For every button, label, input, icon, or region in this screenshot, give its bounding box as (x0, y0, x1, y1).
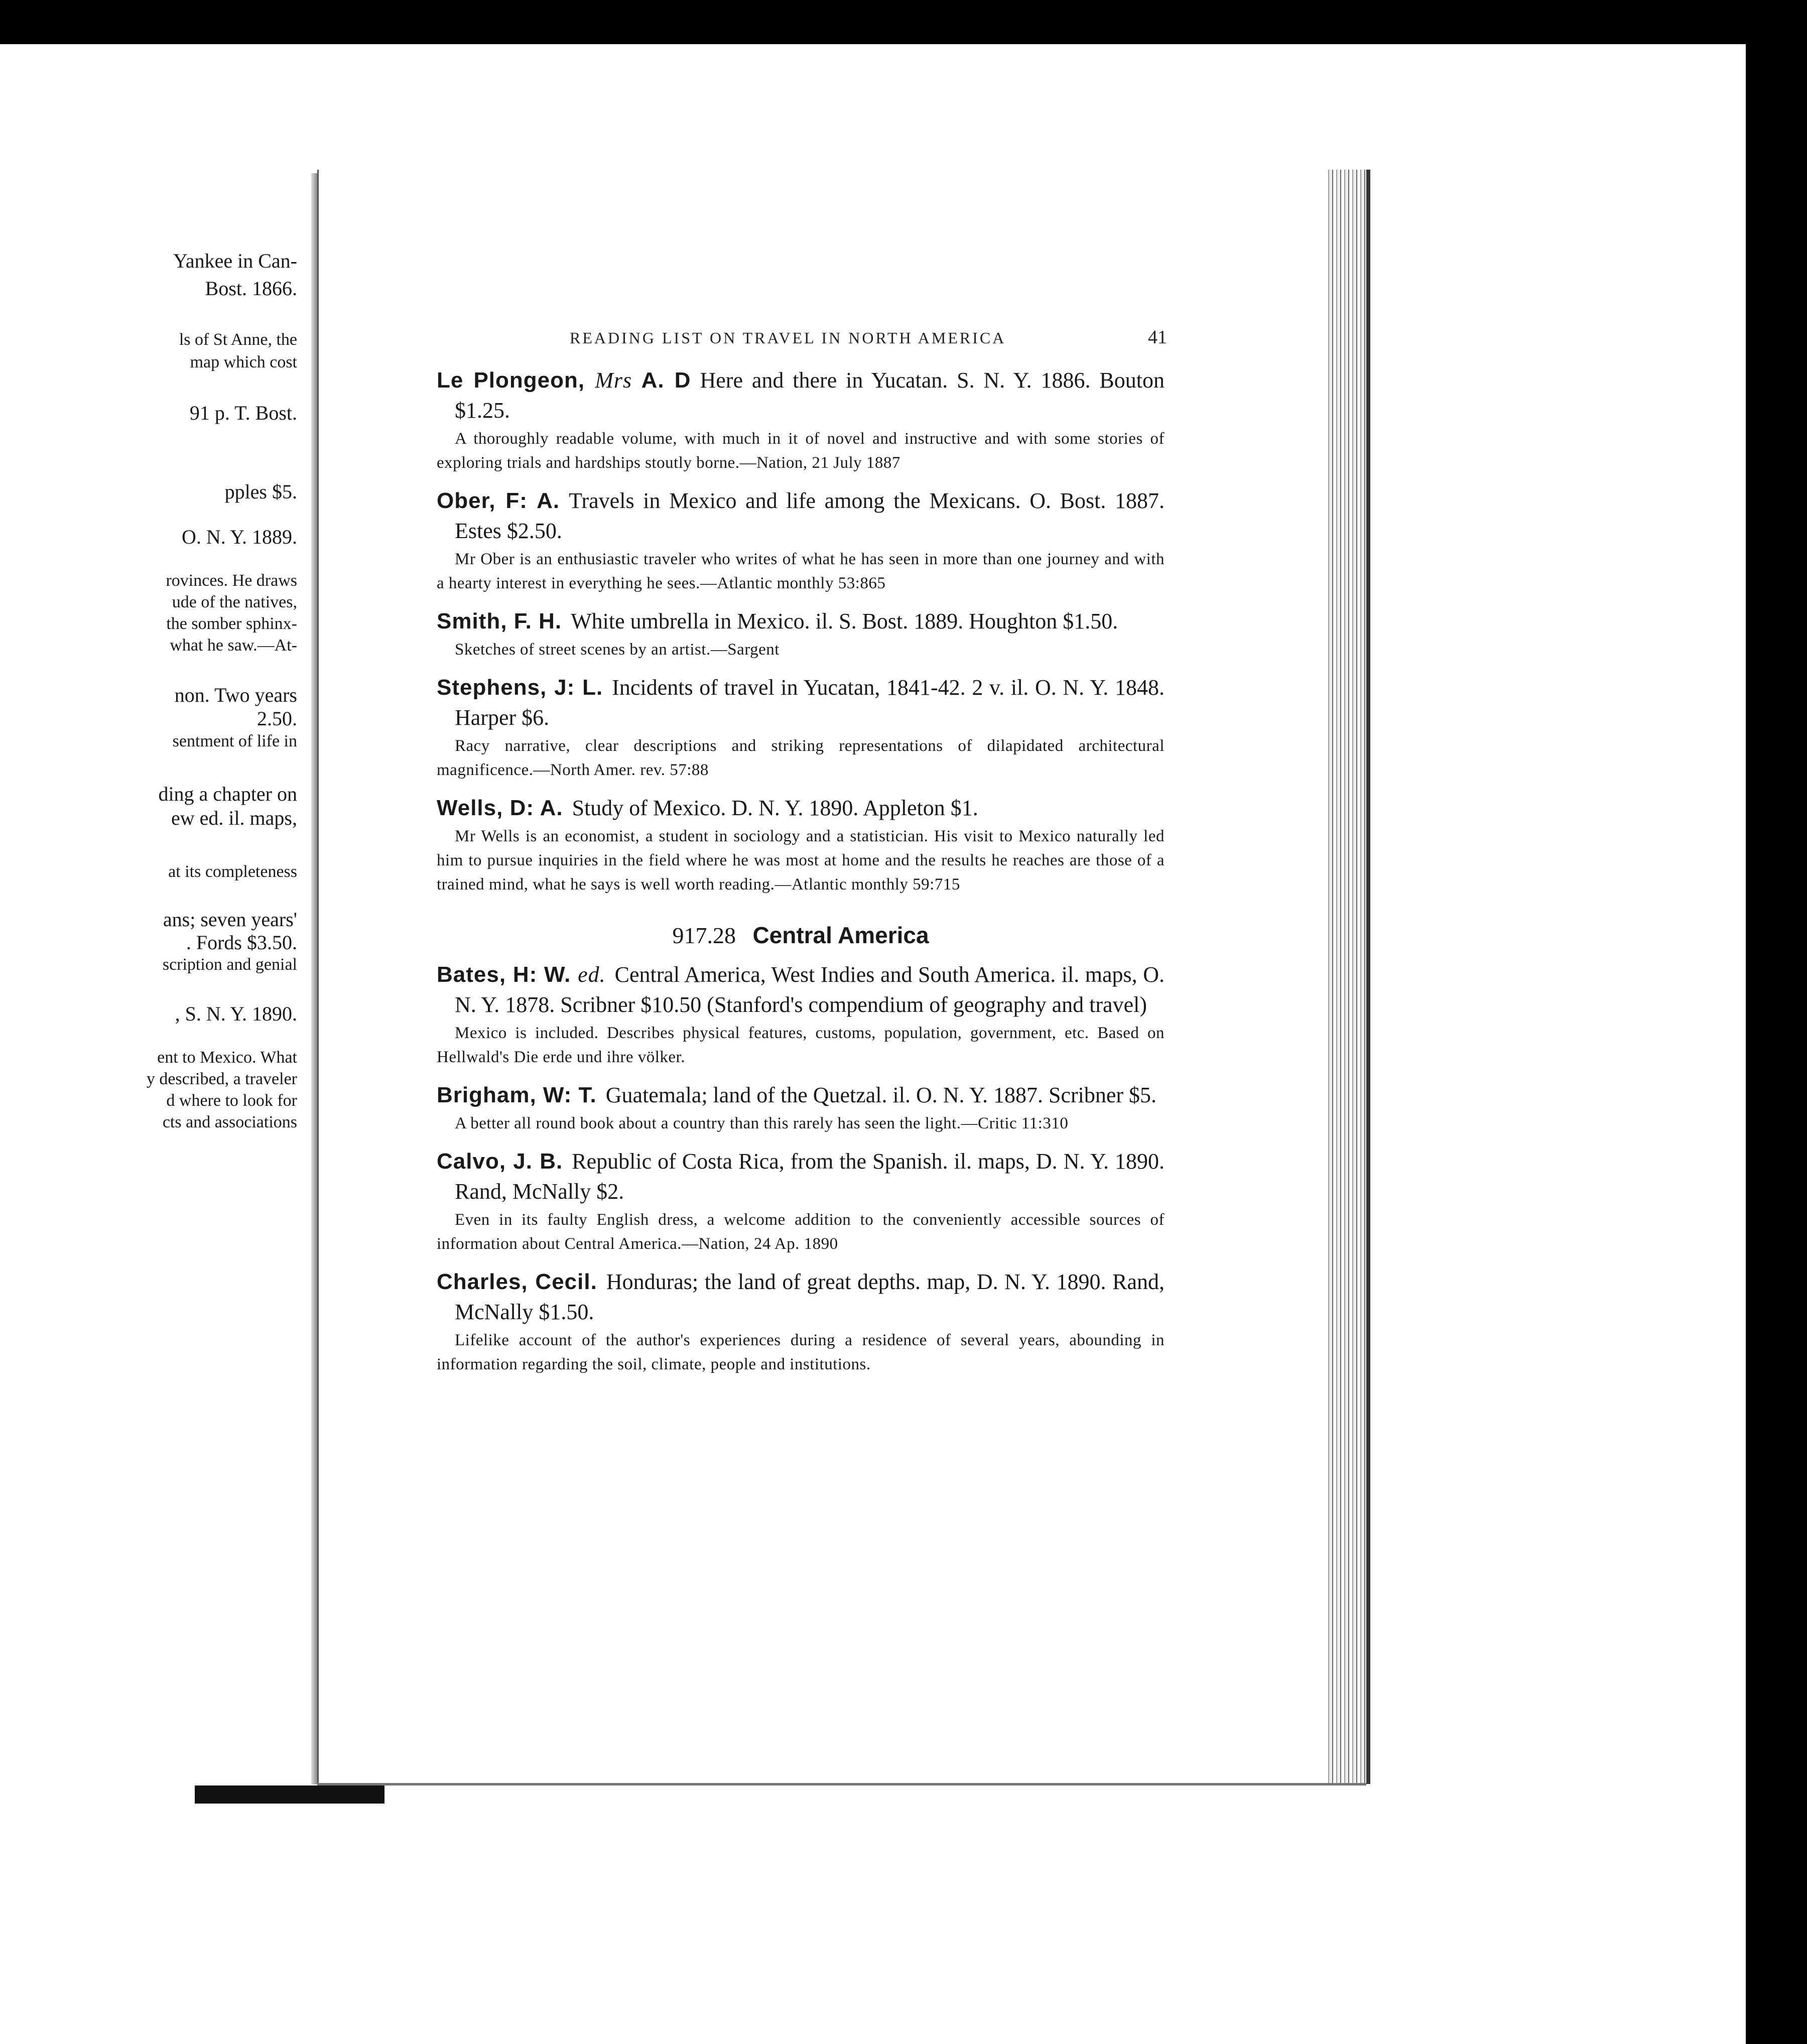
entry-annotation: Mr Wells is an economist, a student in sociology and a statistician. His visit to Mexico naturally led him to pursue inquiries in the field where he was most at home and the results he reaches are those of a trained mind, what he says is well worth reading.—Atlantic monthly 59:715 (437, 827, 1165, 893)
entry-citation: Incidents of travel in Yucatan, 1841-42. 2 v. il. O. N. Y. 1848. Harper $6. (455, 675, 1165, 730)
section-name: Central America (752, 922, 929, 948)
entry-author-name: Ober, F: A. (437, 488, 560, 513)
left-page-line: Yankee in Can- (173, 249, 297, 272)
central-america-entries (437, 960, 1165, 1376)
entry-author-name: Bates, H: W. (437, 962, 571, 987)
entry-author (437, 368, 691, 393)
entry-annotation: Mexico is included. Describes physical features, customs, population, government, etc. Based on Hellwald's Die erde und ihre völker. (437, 1024, 1165, 1066)
left-page-line: pples $5. (224, 480, 297, 503)
left-page-line: ding a chapter on (158, 783, 297, 805)
scan-border-right (1746, 44, 1807, 2044)
bibliography-entry (437, 1080, 1165, 1135)
entry-author (437, 1083, 597, 1107)
mexico-entries (437, 365, 1165, 897)
entry-heading (437, 1080, 1165, 1110)
left-page-line: what he saw.—At- (170, 636, 297, 655)
page-bottom-rule (317, 1783, 1366, 1785)
entry-author (437, 796, 563, 820)
entry-heading (437, 1267, 1165, 1327)
left-page-line: scription and genial (162, 955, 297, 974)
entry-author-name: Le Plongeon, (437, 368, 585, 393)
entry-author-name: Brigham, W: T. (437, 1083, 597, 1107)
entry-citation: Here and there in Yucatan. S. N. Y. 1886. Bouton $1.25. (455, 368, 1165, 423)
entry-author-name: Stephens, J: L. (437, 675, 603, 700)
page-gutter (311, 173, 317, 1784)
entry-author (437, 675, 603, 700)
left-page-line: , S. N. Y. 1890. (175, 1002, 297, 1025)
page-edges (1325, 170, 1370, 1784)
bibliography-entry (437, 365, 1165, 475)
entry-heading (437, 606, 1165, 636)
entry-heading (437, 365, 1165, 426)
entry-citation: Honduras; the land of great depths. map, D. N. Y. 1890. Rand, McNally $1.50. (455, 1269, 1165, 1324)
left-page-line: the somber sphinx- (166, 614, 297, 633)
left-page-line: at its completeness (168, 862, 297, 881)
entry-author (437, 609, 562, 633)
bibliography-entry (437, 673, 1165, 782)
left-page-line: rovinces. He draws (166, 571, 297, 590)
entry-author-role: ed. (578, 962, 606, 987)
left-page-line: 2.50. (257, 707, 297, 730)
entry-author (437, 1149, 563, 1174)
bibliography-entry (437, 486, 1165, 595)
entry-author (437, 488, 560, 513)
bibliography-entry (437, 1267, 1165, 1376)
left-page-line: ude of the natives, (172, 593, 297, 611)
left-page-line: cts and associations (162, 1113, 297, 1131)
entry-author-name: Smith, F. H. (437, 609, 562, 633)
entry-author (437, 962, 606, 987)
bibliography-entry (437, 960, 1165, 1069)
section-number: 917.28 (672, 923, 736, 948)
entry-author-title: Mrs (595, 368, 632, 393)
left-page-line: Bost. 1866. (205, 277, 297, 300)
left-page-line: 91 p. T. Bost. (189, 402, 297, 424)
entry-citation: Central America, West Indies and South America. il. maps, O. N. Y. 1878. Scribner $10.50 (Stanford's compendium of geography and travel) (455, 962, 1165, 1017)
left-page-line: ans; seven years' (163, 908, 297, 931)
bibliography-entry (437, 1146, 1165, 1256)
entry-annotation: A better all round book about a country than this rarely has seen the light.—Critic 11:310 (455, 1114, 1069, 1132)
running-head-title: READING LIST ON TRAVEL IN NORTH AMERICA (570, 329, 1006, 347)
entry-author-initials: A. D (641, 368, 691, 393)
entry-citation: Study of Mexico. D. N. Y. 1890. Appleton $1. (572, 796, 978, 820)
entry-heading (437, 673, 1165, 733)
page-number: 41 (1148, 327, 1167, 348)
left-page-line: ls of St Anne, the (179, 330, 297, 349)
entry-annotation: Even in its faulty English dress, a welcome addition to the conveniently accessible sources of information about Central America.—Nation, 24 Ap. 1890 (437, 1211, 1165, 1253)
left-page-line: O. N. Y. 1889. (181, 526, 297, 548)
left-page-line: ew ed. il. maps, (171, 807, 297, 829)
entry-heading (437, 486, 1165, 546)
page-content (437, 326, 1165, 1387)
left-page-line: y described, a traveler (146, 1070, 297, 1088)
left-page-line: non. Two years (174, 684, 297, 706)
entry-heading (437, 793, 1165, 823)
entry-author-name: Charles, Cecil. (437, 1269, 597, 1294)
left-facing-page (0, 173, 319, 1784)
bibliography-entry (437, 793, 1165, 897)
entry-author (437, 1269, 597, 1294)
running-head (570, 326, 1167, 348)
entry-citation: Republic of Costa Rica, from the Spanish. il. maps, D. N. Y. 1890. Rand, McNally $2. (455, 1149, 1165, 1204)
entry-citation: Travels in Mexico and life among the Mexicans. O. Bost. 1887. Estes $2.50. (455, 488, 1165, 543)
entry-citation: Guatemala; land of the Quetzal. il. O. N. Y. 1887. Scribner $5. (605, 1083, 1157, 1107)
entry-annotation: A thoroughly readable volume, with much in it of novel and instructive and with some stories of exploring trials and hardships stoutly borne.—Nation, 21 July 1887 (437, 430, 1165, 472)
left-page-line: map which cost (190, 353, 297, 371)
left-page-line: ent to Mexico. What (157, 1048, 297, 1067)
entry-author-name: Calvo, J. B. (437, 1149, 563, 1174)
scan-black-bar (195, 1785, 384, 1804)
entry-heading (437, 960, 1165, 1020)
entry-author-name: Wells, D: A. (437, 796, 563, 820)
entry-citation: White umbrella in Mexico. il. S. Bost. 1889. Houghton $1.50. (571, 609, 1118, 633)
left-page-line: sentment of life in (172, 732, 297, 750)
bibliography-entry (437, 606, 1165, 662)
left-page-line: . Fords $3.50. (186, 931, 297, 954)
entry-heading (437, 1146, 1165, 1207)
left-page-line: d where to look for (166, 1091, 297, 1110)
entry-annotation: Racy narrative, clear descriptions and striking representations of dilapidated architectural magnificence.—North Amer. rev. 57:88 (437, 737, 1165, 779)
entry-annotation: Lifelike account of the author's experiences during a residence of several years, abounding in information regarding the soil, climate, people and institutions. (437, 1331, 1165, 1373)
entry-annotation: Sketches of street scenes by an artist.—Sargent (455, 641, 780, 659)
entry-annotation: Mr Ober is an enthusiastic traveler who writes of what he has seen in more than one journey and with a hearty interest in everything he sees.—Atlantic monthly 53:865 (437, 550, 1165, 592)
section-heading (437, 922, 1165, 949)
